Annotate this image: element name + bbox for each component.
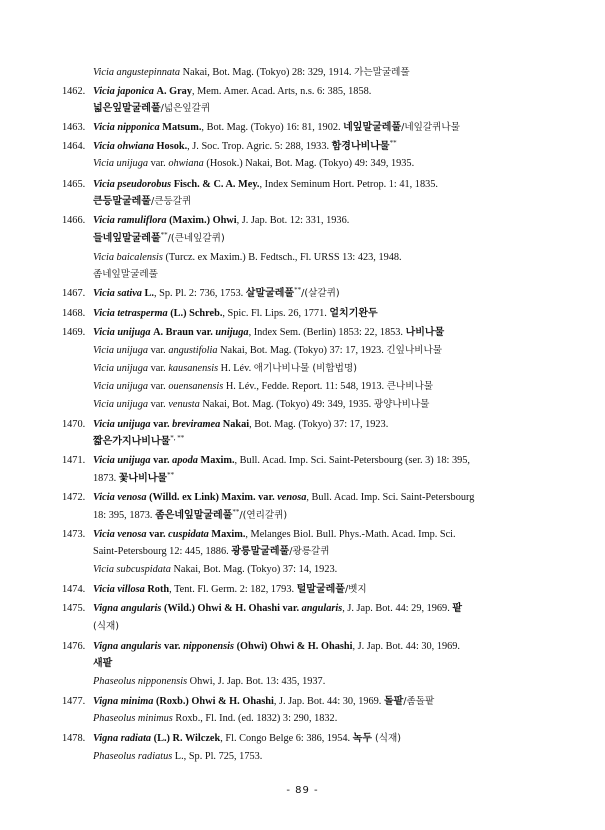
entry-text: [93, 675, 325, 689]
scientific-name: Vicia unijuga: [93, 419, 151, 430]
synonym-name: ouensanensis: [168, 381, 224, 392]
scientific-name: cuspidata: [168, 529, 209, 540]
citation-text: var.: [148, 158, 169, 169]
korean-name: 좀은네잎말굴레풀: [155, 510, 233, 521]
author-name: (Willd. ex Link) Maxim. var.: [149, 492, 275, 503]
species-entry: [0, 178, 605, 192]
page-number: - 89 -: [286, 785, 319, 796]
author-name: (Maxim.) Ohwi: [169, 215, 237, 226]
citation-text: , Fl. Congo Belge 6: 386, 1954.: [220, 733, 353, 744]
citation-text: , Index Sem. (Berlin) 1853: 22, 1853.: [248, 327, 406, 338]
synonym-name: Vicia unijuga: [93, 345, 149, 356]
korean-text: /(큰네잎갈퀴): [167, 233, 225, 244]
entry-number: 1472.: [62, 492, 86, 503]
entry-continuation: [0, 472, 605, 486]
entry-text: [93, 398, 429, 412]
citation-text: Saint-Petersbourg 12: 445, 1886.: [93, 546, 232, 557]
synonym-name: Phaseolus radiatus: [93, 751, 173, 762]
synonym-name: venusta: [168, 399, 200, 410]
synonym-name: Phaseolus nipponensis: [93, 676, 188, 687]
scientific-name: unijuga: [215, 327, 249, 338]
citation-text: Ohwi, J. Jap. Bot. 13: 435, 1937.: [187, 676, 326, 687]
scientific-name: angularis: [301, 603, 343, 614]
scientific-name: Vigna minima: [93, 696, 154, 707]
species-entry: [0, 287, 605, 301]
citation-text: (Hosok.) Nakai, Bot. Mag. (Tokyo) 49: 349, 1935.: [203, 158, 415, 169]
entry-number: 1478.: [62, 733, 86, 744]
scientific-name: breviramea: [172, 419, 221, 430]
species-entry: [0, 528, 605, 542]
citation-text: , Bot. Mag. (Tokyo) 37: 17, 1923.: [249, 419, 389, 430]
korean-name: 들네잎말굴레풀: [93, 233, 161, 244]
species-entry: [0, 491, 605, 505]
citation-text: Roxb., Fl. Ind. (ed. 1832) 3: 290, 1832.: [172, 713, 338, 724]
author-name: L.: [144, 288, 154, 299]
citation-text: , Mem. Amer. Acad. Arts, n.s. 6: 385, 1858.: [191, 86, 372, 97]
citation-text: (Turcz. ex Maxim.) B. Fedtsch., Fl. URSS 13: 423, 1948.: [162, 252, 402, 263]
synonym-name: Vicia unijuga: [93, 399, 149, 410]
entry-text: [93, 102, 210, 116]
scientific-name: Vicia nipponica: [93, 122, 160, 133]
entry-text: [93, 640, 460, 654]
author-name: Roth: [147, 584, 170, 595]
entry-text: [93, 326, 444, 340]
citation-text: H. Lév., Fedde. Report. 11: 548, 1913.: [223, 381, 387, 392]
korean-name: 팥: [452, 603, 463, 614]
entry-number: 1463.: [62, 122, 86, 133]
synonym-name: Vicia unijuga: [93, 158, 149, 169]
korean-name: 함경나비나물: [331, 141, 390, 152]
scientific-name: Vicia venosa: [93, 529, 147, 540]
author-name: var.: [163, 641, 181, 652]
korean-text: /큰등갈퀴: [150, 196, 192, 207]
citation-text: 18: 395, 1873.: [93, 510, 156, 521]
entry-continuation: [0, 268, 605, 282]
entry-number: 1473.: [62, 529, 86, 540]
entry-continuation: [0, 435, 605, 449]
korean-name: 나비나물: [405, 327, 445, 338]
citation-text: Nakai, Bot. Mag. (Tokyo) 28: 329, 1914.: [180, 67, 355, 78]
entry-number: 1474.: [62, 584, 86, 595]
entry-continuation: [0, 362, 605, 376]
entry-text: [93, 491, 474, 505]
korean-text: 가는말굴레풀: [354, 67, 410, 78]
entry-text: [93, 362, 357, 376]
entry-number: 1465.: [62, 179, 86, 190]
author-name: var.: [153, 455, 170, 466]
scientific-name: Vicia unijuga: [93, 327, 151, 338]
entry-text: [93, 344, 442, 358]
entry-text: [93, 528, 456, 542]
entry-continuation: [0, 675, 605, 689]
entry-continuation: [0, 563, 605, 577]
citation-text: var.: [148, 399, 169, 410]
species-entry: [0, 326, 605, 340]
entry-text: [93, 545, 330, 559]
author-name: Fisch. & C. A. Mey.: [173, 179, 260, 190]
entry-number: 1468.: [62, 308, 86, 319]
korean-name: 광릉말굴레풀: [231, 546, 290, 557]
scientific-name: Vicia ohwiana: [93, 141, 154, 152]
scientific-name: nipponensis: [183, 641, 234, 652]
korean-name: 꽃나비나물: [118, 473, 168, 484]
entry-text: [93, 583, 367, 597]
entry-text: [93, 157, 414, 171]
entry-number: 1475.: [62, 603, 86, 614]
entry-continuation: [0, 380, 605, 394]
scientific-name: venosa: [277, 492, 307, 503]
citation-text: 1873.: [93, 473, 119, 484]
korean-text: 좀네잎말굴레풀: [93, 269, 158, 280]
species-entry: [0, 695, 605, 709]
entry-text: [93, 620, 119, 634]
entry-continuation: [0, 157, 605, 171]
entry-text: [93, 140, 397, 154]
entry-text: [93, 563, 337, 577]
citation-text: H. Lév.: [218, 363, 254, 374]
footnote-marker: **: [294, 286, 302, 294]
scientific-name: Vigna angularis: [93, 603, 162, 614]
entry-continuation: [0, 195, 605, 209]
footnote-marker: **: [167, 471, 175, 479]
entry-text: [93, 307, 378, 321]
author-name: var.: [149, 529, 166, 540]
scientific-name: Vigna radiata: [93, 733, 152, 744]
synonym-name: Vicia unijuga: [93, 363, 149, 374]
entry-text: [93, 380, 433, 394]
entry-number: 1471.: [62, 455, 86, 466]
korean-text: 광양나비나물: [373, 399, 430, 410]
entry-continuation: [0, 232, 605, 246]
entry-text: [93, 121, 460, 135]
entry-continuation: [0, 102, 605, 116]
korean-name: 큰등말굴레풀: [93, 196, 151, 207]
citation-text: var.: [148, 345, 169, 356]
entry-text: [93, 657, 112, 671]
entry-text: [93, 750, 262, 764]
author-name: Maxim.: [211, 529, 246, 540]
scientific-name: Vicia japonica: [93, 86, 154, 97]
entry-continuation: [0, 657, 605, 671]
author-name: Matsum.: [162, 122, 202, 133]
citation-text: , Spic. Fl. Lips. 26, 1771.: [222, 308, 330, 319]
entry-number: 1466.: [62, 215, 86, 226]
citation-text: , Bot. Mag. (Tokyo) 16: 81, 1902.: [201, 122, 344, 133]
entry-text: [93, 195, 191, 209]
entry-text: [93, 509, 287, 523]
entry-text: [93, 454, 470, 468]
entry-continuation: [0, 251, 605, 265]
author-name: (L.) R. Wilczek: [153, 733, 221, 744]
entry-text: [93, 602, 462, 616]
species-entry: [0, 583, 605, 597]
citation-text: , J. Jap. Bot. 44: 29, 1969.: [342, 603, 453, 614]
citation-text: Nakai, Bot. Mag. (Tokyo) 49: 349, 1935.: [199, 399, 374, 410]
synonym-name: Vicia baicalensis: [93, 252, 163, 263]
korean-text: (식재): [93, 621, 120, 632]
footnote-marker: **: [232, 508, 240, 516]
author-name: Maxim.: [200, 455, 235, 466]
entry-continuation: [0, 712, 605, 726]
author-name: (L.) Schreb.: [170, 308, 223, 319]
scientific-name: Vicia tetrasperma: [93, 308, 168, 319]
author-name: Hosok.: [156, 141, 188, 152]
entry-text: [93, 472, 174, 486]
synonym-name: Vicia subcuspidata: [93, 564, 171, 575]
scientific-name: apoda: [172, 455, 198, 466]
entry-continuation: [0, 620, 605, 634]
entry-text: [93, 268, 158, 282]
synonym-name: kausanensis: [168, 363, 219, 374]
species-entry: [0, 640, 605, 654]
footnote-marker: **: [389, 139, 397, 147]
species-entry: [0, 602, 605, 616]
korean-name: 얼치기완두: [329, 308, 378, 319]
entry-text: [93, 232, 225, 246]
species-entry: [0, 418, 605, 432]
entry-text: [93, 287, 340, 301]
korean-text: 애기나비나물 (비합법명): [253, 363, 357, 374]
author-name: (Ohwi) Ohwi & H. Ohashi: [236, 641, 353, 652]
scientific-name: Vicia venosa: [93, 492, 147, 503]
species-entry: [0, 454, 605, 468]
species-entry: [0, 732, 605, 746]
scientific-name: Vigna angularis: [93, 641, 162, 652]
author-name: A. Braun: [153, 327, 194, 338]
entry-text: [93, 435, 184, 449]
species-entry: [0, 214, 605, 228]
species-entry: [0, 140, 605, 154]
entry-continuation: [0, 66, 605, 80]
citation-text: Nakai, Bot. Mag. (Tokyo) 37: 17, 1923.: [217, 345, 387, 356]
scientific-name: Vicia unijuga: [93, 455, 151, 466]
synonym-name: Vicia angustepinnata: [93, 67, 181, 78]
entry-continuation: [0, 545, 605, 559]
synonym-name: angustifolia: [168, 345, 218, 356]
author-name: Nakai: [222, 419, 250, 430]
citation-text: , Bull. Acad. Imp. Sci. Saint-Petersbourg (ser. 3) 18: 395,: [234, 455, 471, 466]
korean-text: 큰나비나물: [386, 381, 433, 392]
citation-text: var.: [148, 363, 169, 374]
korean-name: 넓은잎말굴레풀: [93, 103, 161, 114]
species-entry: [0, 307, 605, 321]
entry-number: 1467.: [62, 288, 86, 299]
citation-text: , Tent. Fl. Germ. 2: 182, 1793.: [169, 584, 297, 595]
scientific-name: Vicia sativa: [93, 288, 142, 299]
species-entry: [0, 121, 605, 135]
synonym-name: Vicia unijuga: [93, 381, 149, 392]
korean-text: 긴잎나비나물: [386, 345, 443, 356]
citation-text: Nakai, Bot. Mag. (Tokyo) 37: 14, 1923.: [170, 564, 338, 575]
footnote-marker: **: [160, 231, 168, 239]
entry-number: 1477.: [62, 696, 86, 707]
entry-text: [93, 214, 349, 228]
author-name: A. Gray: [156, 86, 192, 97]
citation-text: , J. Soc. Trop. Agric. 5: 288, 1933.: [187, 141, 332, 152]
citation-text: , J. Jap. Bot. 44: 30, 1969.: [352, 641, 461, 652]
entry-continuation: [0, 398, 605, 412]
entry-continuation: [0, 750, 605, 764]
citation-text: L., Sp. Pl. 725, 1753.: [172, 751, 263, 762]
citation-text: , Sp. Pl. 2: 736, 1753.: [153, 288, 246, 299]
entry-number: 1462.: [62, 86, 86, 97]
species-entry: [0, 85, 605, 99]
entry-text: [93, 695, 434, 709]
korean-text: /넓은잎갈퀴: [160, 103, 211, 114]
citation-text: var.: [148, 381, 169, 392]
korean-name: 살말굴레풀: [245, 288, 295, 299]
entry-continuation: [0, 509, 605, 523]
scientific-name: Vicia villosa: [93, 584, 145, 595]
entry-text: [93, 66, 410, 80]
author-name: (Roxb.) Ohwi & H. Ohashi: [155, 696, 274, 707]
scientific-name: Vicia ramuliflora: [93, 215, 167, 226]
entry-text: [93, 85, 371, 99]
korean-name: 녹두: [352, 733, 372, 744]
korean-name: 돌팥: [383, 696, 404, 707]
author-name: var.: [153, 419, 170, 430]
korean-name: 털말굴레풀: [296, 584, 345, 595]
entry-text: [93, 418, 388, 432]
korean-name: 네잎말굴레풀: [343, 122, 402, 133]
citation-text: , Bull. Acad. Imp. Sci. Saint-Petersbourg: [306, 492, 475, 503]
korean-text: /(연리갈퀴): [239, 510, 288, 521]
entry-text: [93, 712, 337, 726]
entry-number: 1470.: [62, 419, 86, 430]
footnote-marker: *, **: [170, 434, 185, 442]
entry-number: 1464.: [62, 141, 86, 152]
korean-text: /광릉갈퀴: [289, 546, 330, 557]
korean-name: 새팥: [93, 658, 113, 669]
korean-text: /벳지: [344, 584, 367, 595]
korean-text: /네잎갈퀴나물: [401, 122, 460, 133]
citation-text: , Index Seminum Hort. Petrop. 1: 41, 1835.: [259, 179, 438, 190]
korean-name: 짧은가지나비나물: [93, 436, 171, 447]
entry-text: [93, 178, 438, 192]
korean-text: /(살갈퀴): [301, 288, 340, 299]
korean-text: (식재): [371, 733, 402, 744]
entry-text: [93, 251, 402, 265]
author-name: (Wild.) Ohwi & H. Ohashi var.: [163, 603, 300, 614]
synonym-name: Phaseolus minimus: [93, 713, 173, 724]
citation-text: , Melanges Biol. Bull. Phys.-Math. Acad. Imp. Sci.: [245, 529, 456, 540]
synonym-name: ohwiana: [168, 158, 204, 169]
scientific-name: Vicia pseudorobus: [93, 179, 172, 190]
entry-number: 1476.: [62, 641, 86, 652]
entry-text: [93, 732, 401, 746]
citation-text: , J. Jap. Bot. 12: 331, 1936.: [236, 215, 350, 226]
entry-continuation: [0, 344, 605, 358]
korean-text: /좀돌팥: [403, 696, 435, 707]
entry-number: 1469.: [62, 327, 86, 338]
citation-text: , J. Jap. Bot. 44: 30, 1969.: [273, 696, 384, 707]
author-name: var.: [196, 327, 213, 338]
